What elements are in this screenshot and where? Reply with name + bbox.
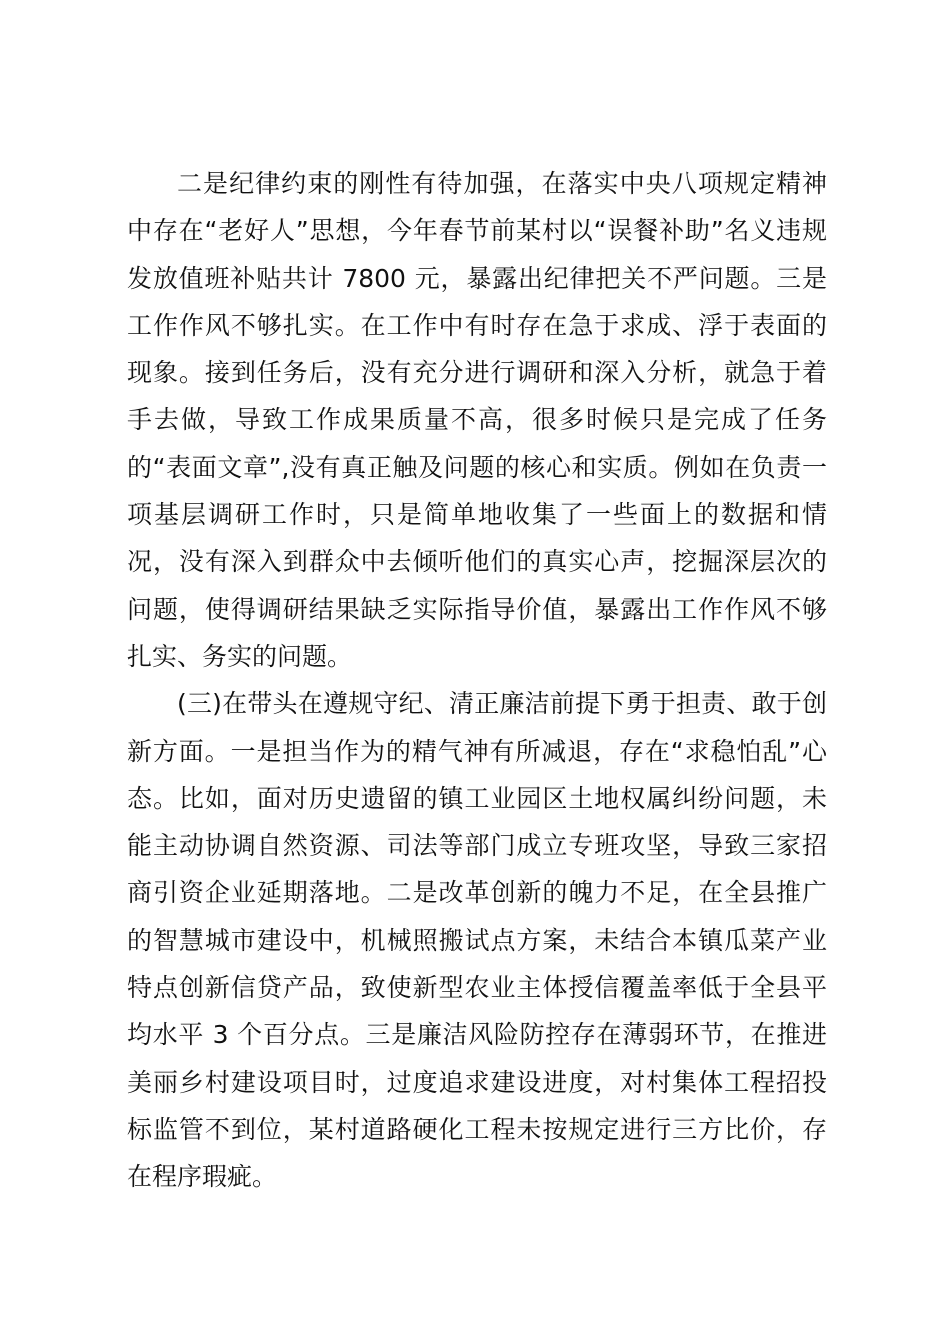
paragraph-line: 态。比如，面对历史遗留的镇工业园区土地权属纠纷问题，未 (127, 783, 827, 813)
paragraph-line: 能主动协调自然资源、司法等部门成立专班攻坚，导致三家招 (127, 831, 827, 861)
paragraph-line: 现象。接到任务后，没有充分进行调研和深入分析，就急于着 (127, 358, 827, 388)
paragraph-line: 特点创新信贷产品，致使新型农业主体授信覆盖率低于全县平 (127, 973, 827, 1003)
paragraph-line: 的智慧城市建设中，机械照搬试点方案，未结合本镇瓜菜产业 (127, 925, 827, 955)
paragraph-line: 美丽乡村建设项目时，过度追求建设进度，对村集体工程招投 (127, 1067, 827, 1097)
paragraph-last-line: 扎实、务实的问题。 (127, 641, 353, 671)
paragraph-line: 中存在“老好人”思想，今年春节前某村以“误餐补助”名义违规 (127, 216, 827, 246)
paragraph-line: 的“表面文章”,没有真正触及问题的核心和实质。例如在负责一 (127, 452, 827, 482)
section-heading-line: (三)在带头在遵规守纪、清正廉洁前提下勇于担责、敢于创 (177, 689, 827, 719)
paragraph-line: 标监管不到位，某村道路硬化工程未按规定进行三方比价，存 (127, 1114, 827, 1144)
paragraph-line: 二是纪律约束的刚性有待加强，在落实中央八项规定精神 (177, 169, 827, 198)
paragraph-line: 商引资企业延期落地。二是改革创新的魄力不足，在全县推广 (127, 878, 827, 908)
paragraph-line: 工作作风不够扎实。在工作中有时存在急于求成、浮于表面的 (127, 310, 827, 340)
paragraph-line: 新方面。一是担当作为的精气神有所减退，存在“求稳怕乱”心 (127, 736, 827, 766)
paragraph-line: 发放值班补贴共计 7800 元，暴露出纪律把关不严问题。三是 (127, 263, 827, 293)
paragraph-line: 项基层调研工作时，只是简单地收集了一些面上的数据和情 (127, 500, 827, 530)
paragraph-line: 况，没有深入到群众中去倾听他们的真实心声，挖掘深层次的 (127, 547, 827, 577)
paragraph-line: 手去做，导致工作成果质量不高，很多时候只是完成了任务 (127, 405, 827, 435)
paragraph-line: 均水平 3 个百分点。三是廉洁风险防控存在薄弱环节，在推进 (127, 1020, 827, 1050)
paragraph-last-line: 在程序瑕疵。 (127, 1162, 278, 1192)
paragraph-line: 问题，使得调研结果缺乏实际指导价值，暴露出工作作风不够 (127, 594, 827, 624)
body-text (127, 160, 827, 1201)
